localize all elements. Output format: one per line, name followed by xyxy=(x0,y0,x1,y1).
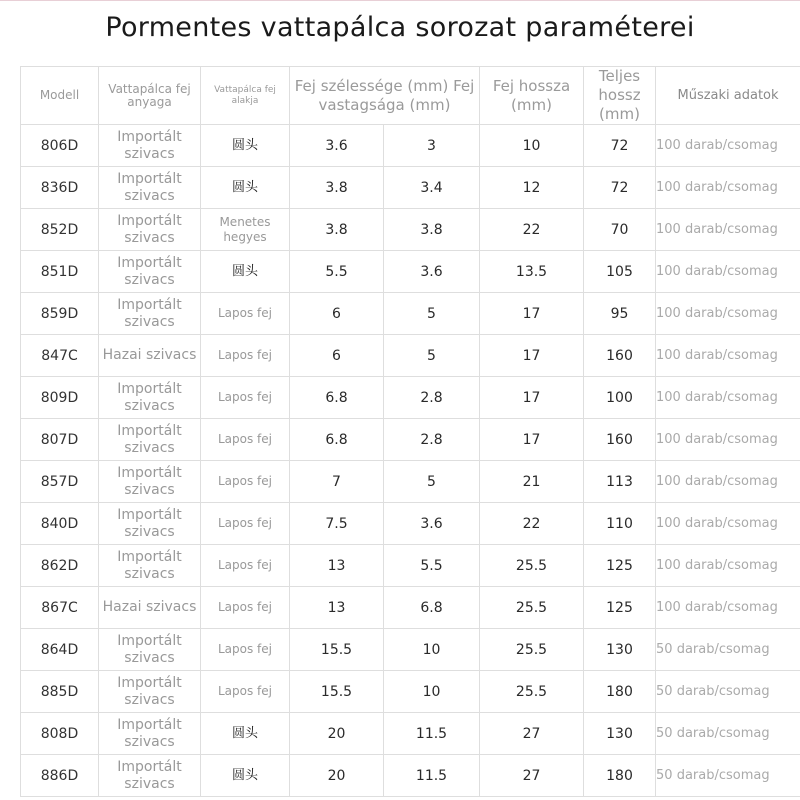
cell-tech-text: 100 darab/csomag xyxy=(656,347,778,363)
cell-tech-text: 100 darab/csomag xyxy=(656,599,778,615)
cell-tech-text: 50 darab/csomag xyxy=(656,683,770,699)
cell-material: Importált szivacs xyxy=(99,629,201,671)
cell-tech xyxy=(656,419,800,461)
cell-thickness: 5.5 xyxy=(384,545,480,587)
cell-model: 847C xyxy=(21,335,99,377)
cell-total-length: 130 xyxy=(584,713,656,755)
cell-width: 7.5 xyxy=(290,503,384,545)
cell-material: Importált szivacs xyxy=(99,713,201,755)
cell-shape: Lapos fej xyxy=(201,335,290,377)
cell-shape: 圆头 xyxy=(201,713,290,755)
cell-width: 20 xyxy=(290,713,384,755)
cell-width: 3.8 xyxy=(290,209,384,251)
cell-total-length: 95 xyxy=(584,293,656,335)
cell-head-length: 13.5 xyxy=(480,251,584,293)
cell-width: 7 xyxy=(290,461,384,503)
cell-shape: Lapos fej xyxy=(201,503,290,545)
cell-thickness: 5 xyxy=(384,335,480,377)
cell-material: Importált szivacs xyxy=(99,461,201,503)
cell-head-length: 25.5 xyxy=(480,545,584,587)
cell-width: 13 xyxy=(290,587,384,629)
cell-width: 6 xyxy=(290,335,384,377)
cell-width: 3.8 xyxy=(290,167,384,209)
cell-head-length: 27 xyxy=(480,713,584,755)
table-row xyxy=(21,503,800,545)
cell-material: Importált szivacs xyxy=(99,545,201,587)
cell-width: 5.5 xyxy=(290,251,384,293)
table-row xyxy=(21,419,800,461)
cell-thickness: 3.4 xyxy=(384,167,480,209)
cell-tech xyxy=(656,587,800,629)
cell-tech-text: 50 darab/csomag xyxy=(656,725,770,741)
cell-total-length: 100 xyxy=(584,377,656,419)
cell-tech-text: 100 darab/csomag xyxy=(656,221,778,237)
cell-total-length: 105 xyxy=(584,251,656,293)
table-row xyxy=(21,545,800,587)
cell-total-length: 113 xyxy=(584,461,656,503)
cell-model: 859D xyxy=(21,293,99,335)
table-row xyxy=(21,671,800,713)
cell-model: 852D xyxy=(21,209,99,251)
cell-material: Hazai szivacs xyxy=(99,335,201,377)
cell-head-length: 21 xyxy=(480,461,584,503)
cell-tech-text: 100 darab/csomag xyxy=(656,515,778,531)
cell-head-length: 17 xyxy=(480,335,584,377)
table-header-row xyxy=(21,67,800,125)
cell-model: 886D xyxy=(21,755,99,797)
table-row xyxy=(21,167,800,209)
cell-head-length: 27 xyxy=(480,755,584,797)
parameters-table xyxy=(20,66,800,797)
top-divider xyxy=(0,0,800,1)
cell-model: 807D xyxy=(21,419,99,461)
table-row xyxy=(21,335,800,377)
cell-shape: Lapos fej xyxy=(201,377,290,419)
cell-shape: Lapos fej xyxy=(201,545,290,587)
cell-total-length: 130 xyxy=(584,629,656,671)
table-row xyxy=(21,461,800,503)
cell-tech xyxy=(656,251,800,293)
cell-tech xyxy=(656,545,800,587)
cell-thickness: 6.8 xyxy=(384,587,480,629)
cell-total-length: 160 xyxy=(584,335,656,377)
cell-head-length: 25.5 xyxy=(480,671,584,713)
cell-head-length: 17 xyxy=(480,377,584,419)
header-tech: Műszaki adatok xyxy=(656,67,800,125)
cell-tech xyxy=(656,377,800,419)
cell-head-length: 10 xyxy=(480,125,584,167)
cell-shape: 圆头 xyxy=(201,125,290,167)
table-row xyxy=(21,125,800,167)
cell-head-length: 25.5 xyxy=(480,629,584,671)
cell-tech xyxy=(656,293,800,335)
cell-material: Importált szivacs xyxy=(99,671,201,713)
table-row xyxy=(21,251,800,293)
cell-material: Hazai szivacs xyxy=(99,587,201,629)
cell-thickness: 10 xyxy=(384,629,480,671)
cell-head-length: 12 xyxy=(480,167,584,209)
cell-width: 15.5 xyxy=(290,629,384,671)
cell-thickness: 5 xyxy=(384,293,480,335)
cell-tech xyxy=(656,125,800,167)
cell-thickness: 10 xyxy=(384,671,480,713)
cell-tech-text: 100 darab/csomag xyxy=(656,473,778,489)
cell-width: 3.6 xyxy=(290,125,384,167)
cell-tech xyxy=(656,167,800,209)
cell-total-length: 125 xyxy=(584,587,656,629)
cell-thickness: 5 xyxy=(384,461,480,503)
cell-tech xyxy=(656,713,800,755)
header-width-thickness: Fej szélessége (mm) Fej vastagsága (mm) xyxy=(290,67,480,125)
cell-total-length: 160 xyxy=(584,419,656,461)
cell-total-length: 70 xyxy=(584,209,656,251)
cell-width: 6.8 xyxy=(290,377,384,419)
cell-material: Importált szivacs xyxy=(99,377,201,419)
cell-material: Importált szivacs xyxy=(99,251,201,293)
header-total-length: Teljes hossz (mm) xyxy=(584,67,656,125)
cell-model: 840D xyxy=(21,503,99,545)
header-head-length: Fej hossza (mm) xyxy=(480,67,584,125)
cell-tech-text: 100 darab/csomag xyxy=(656,389,778,405)
cell-head-length: 17 xyxy=(480,293,584,335)
cell-model: 808D xyxy=(21,713,99,755)
cell-total-length: 110 xyxy=(584,503,656,545)
cell-tech xyxy=(656,671,800,713)
cell-tech-text: 100 darab/csomag xyxy=(656,179,778,195)
cell-model: 885D xyxy=(21,671,99,713)
header-shape: Vattapálca fej alakja xyxy=(201,67,290,125)
cell-tech-text: 100 darab/csomag xyxy=(656,305,778,321)
cell-shape: Menetes hegyes xyxy=(201,209,290,251)
cell-total-length: 180 xyxy=(584,755,656,797)
table-row xyxy=(21,713,800,755)
cell-width: 6.8 xyxy=(290,419,384,461)
cell-thickness: 11.5 xyxy=(384,713,480,755)
cell-shape: Lapos fej xyxy=(201,587,290,629)
cell-width: 20 xyxy=(290,755,384,797)
table-row xyxy=(21,755,800,797)
cell-shape: Lapos fej xyxy=(201,419,290,461)
cell-model: 862D xyxy=(21,545,99,587)
cell-material: Importált szivacs xyxy=(99,503,201,545)
cell-material: Importált szivacs xyxy=(99,209,201,251)
header-modell: Modell xyxy=(21,67,99,125)
cell-model: 851D xyxy=(21,251,99,293)
cell-tech-text: 100 darab/csomag xyxy=(656,557,778,573)
cell-head-length: 25.5 xyxy=(480,587,584,629)
cell-shape: Lapos fej xyxy=(201,629,290,671)
cell-tech-text: 100 darab/csomag xyxy=(656,137,778,153)
cell-width: 13 xyxy=(290,545,384,587)
table-row xyxy=(21,209,800,251)
cell-head-length: 17 xyxy=(480,419,584,461)
cell-thickness: 2.8 xyxy=(384,377,480,419)
cell-tech xyxy=(656,629,800,671)
cell-shape: 圆头 xyxy=(201,755,290,797)
cell-model: 857D xyxy=(21,461,99,503)
cell-thickness: 3.6 xyxy=(384,251,480,293)
table-row xyxy=(21,587,800,629)
cell-tech xyxy=(656,461,800,503)
cell-material: Importált szivacs xyxy=(99,167,201,209)
cell-head-length: 22 xyxy=(480,209,584,251)
cell-head-length: 22 xyxy=(480,503,584,545)
cell-thickness: 3.8 xyxy=(384,209,480,251)
cell-total-length: 180 xyxy=(584,671,656,713)
cell-material: Importált szivacs xyxy=(99,125,201,167)
cell-total-length: 72 xyxy=(584,167,656,209)
cell-model: 836D xyxy=(21,167,99,209)
cell-model: 806D xyxy=(21,125,99,167)
cell-shape: Lapos fej xyxy=(201,293,290,335)
cell-tech-text: 50 darab/csomag xyxy=(656,641,770,657)
cell-shape: Lapos fej xyxy=(201,671,290,713)
cell-tech-text: 100 darab/csomag xyxy=(656,263,778,279)
cell-material: Importált szivacs xyxy=(99,293,201,335)
cell-material: Importált szivacs xyxy=(99,755,201,797)
table-row xyxy=(21,293,800,335)
cell-thickness: 3 xyxy=(384,125,480,167)
cell-model: 809D xyxy=(21,377,99,419)
page-title: Pormentes vattapálca sorozat paraméterei xyxy=(105,12,695,43)
cell-thickness: 2.8 xyxy=(384,419,480,461)
cell-tech xyxy=(656,335,800,377)
cell-width: 6 xyxy=(290,293,384,335)
cell-total-length: 72 xyxy=(584,125,656,167)
header-material: Vattapálca fej anyaga xyxy=(99,67,201,125)
cell-tech xyxy=(656,755,800,797)
table-row xyxy=(21,629,800,671)
cell-shape: 圆头 xyxy=(201,167,290,209)
cell-tech-text: 50 darab/csomag xyxy=(656,767,770,783)
cell-thickness: 11.5 xyxy=(384,755,480,797)
cell-tech-text: 100 darab/csomag xyxy=(656,431,778,447)
table-row xyxy=(21,377,800,419)
cell-tech xyxy=(656,503,800,545)
cell-total-length: 125 xyxy=(584,545,656,587)
cell-thickness: 3.6 xyxy=(384,503,480,545)
table-body xyxy=(21,125,800,797)
cell-model: 864D xyxy=(21,629,99,671)
cell-shape: 圆头 xyxy=(201,251,290,293)
cell-tech xyxy=(656,209,800,251)
cell-model: 867C xyxy=(21,587,99,629)
cell-shape: Lapos fej xyxy=(201,461,290,503)
cell-width: 15.5 xyxy=(290,671,384,713)
cell-material: Importált szivacs xyxy=(99,419,201,461)
